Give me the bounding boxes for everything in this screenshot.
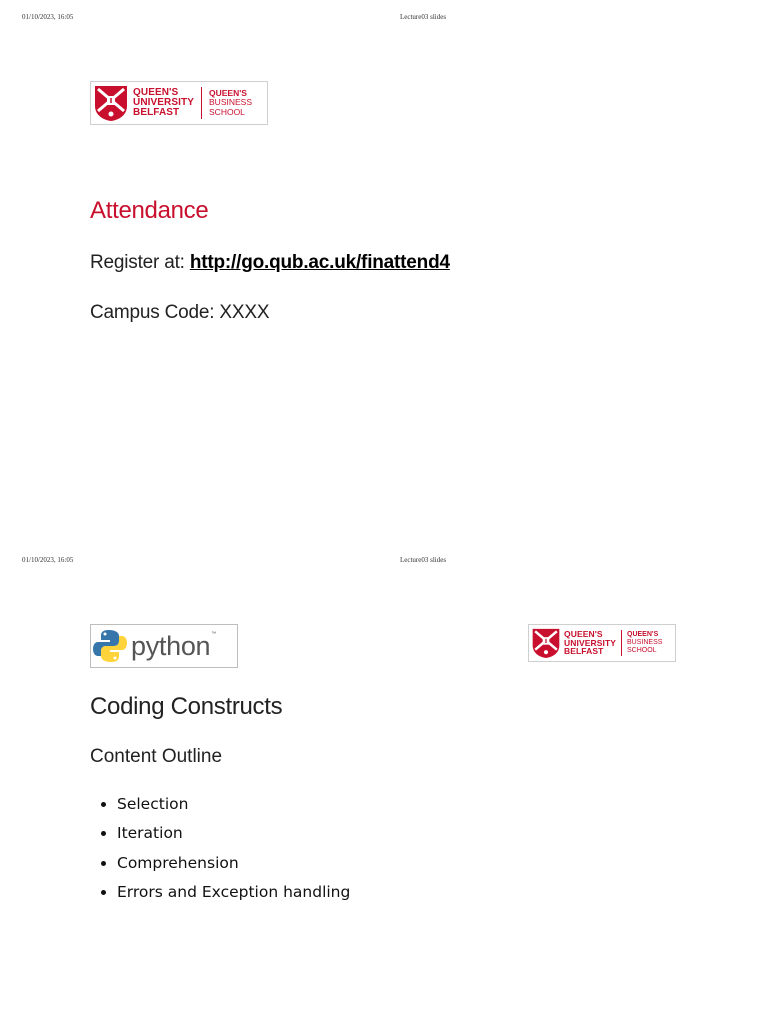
attendance-heading: Attendance — [90, 197, 209, 224]
register-prefix: Register at: — [90, 252, 185, 273]
list-item: • Selection — [117, 793, 350, 822]
qub-school-name: QUEEN'S BUSINESS SCHOOL — [209, 87, 253, 117]
content-outline-list — [96, 793, 350, 910]
qub-name: QUEEN'S UNIVERSITY BELFAST — [564, 629, 617, 657]
qub-crest-icon — [531, 627, 561, 659]
logo-divider — [201, 87, 202, 119]
print-date: 01/10/2023, 16:05 — [22, 556, 74, 564]
list-item: • Iteration — [117, 822, 350, 851]
print-date: 01/10/2023, 16:05 — [22, 13, 74, 21]
qub-logo — [90, 81, 268, 125]
qub-name: QUEEN'S UNIVERSITY BELFAST — [133, 87, 195, 118]
attendance-link[interactable]: http://go.qub.ac.uk/finattend4 — [189, 252, 450, 273]
print-header — [0, 556, 768, 570]
list-item: • Comprehension — [117, 852, 350, 881]
qub-crest-icon — [93, 84, 129, 122]
register-line — [90, 252, 450, 274]
python-snake-icon — [92, 627, 128, 665]
list-item: • Errors and Exception handling — [117, 881, 350, 910]
python-trademark: ™ — [211, 631, 217, 637]
qub-school-name: QUEEN'S BUSINESS SCHOOL — [627, 631, 663, 654]
coding-constructs-heading: Coding Constructs — [90, 693, 283, 720]
python-logo — [90, 624, 238, 668]
campus-code: Campus Code: XXXX — [90, 302, 270, 323]
print-header — [0, 13, 768, 27]
print-title: Lecture03 slides — [400, 556, 447, 564]
python-wordmark: python — [131, 630, 211, 661]
qub-logo — [528, 624, 676, 662]
logo-divider — [621, 630, 622, 656]
content-outline-heading: Content Outline — [90, 746, 223, 767]
print-title: Lecture03 slides — [400, 13, 447, 21]
